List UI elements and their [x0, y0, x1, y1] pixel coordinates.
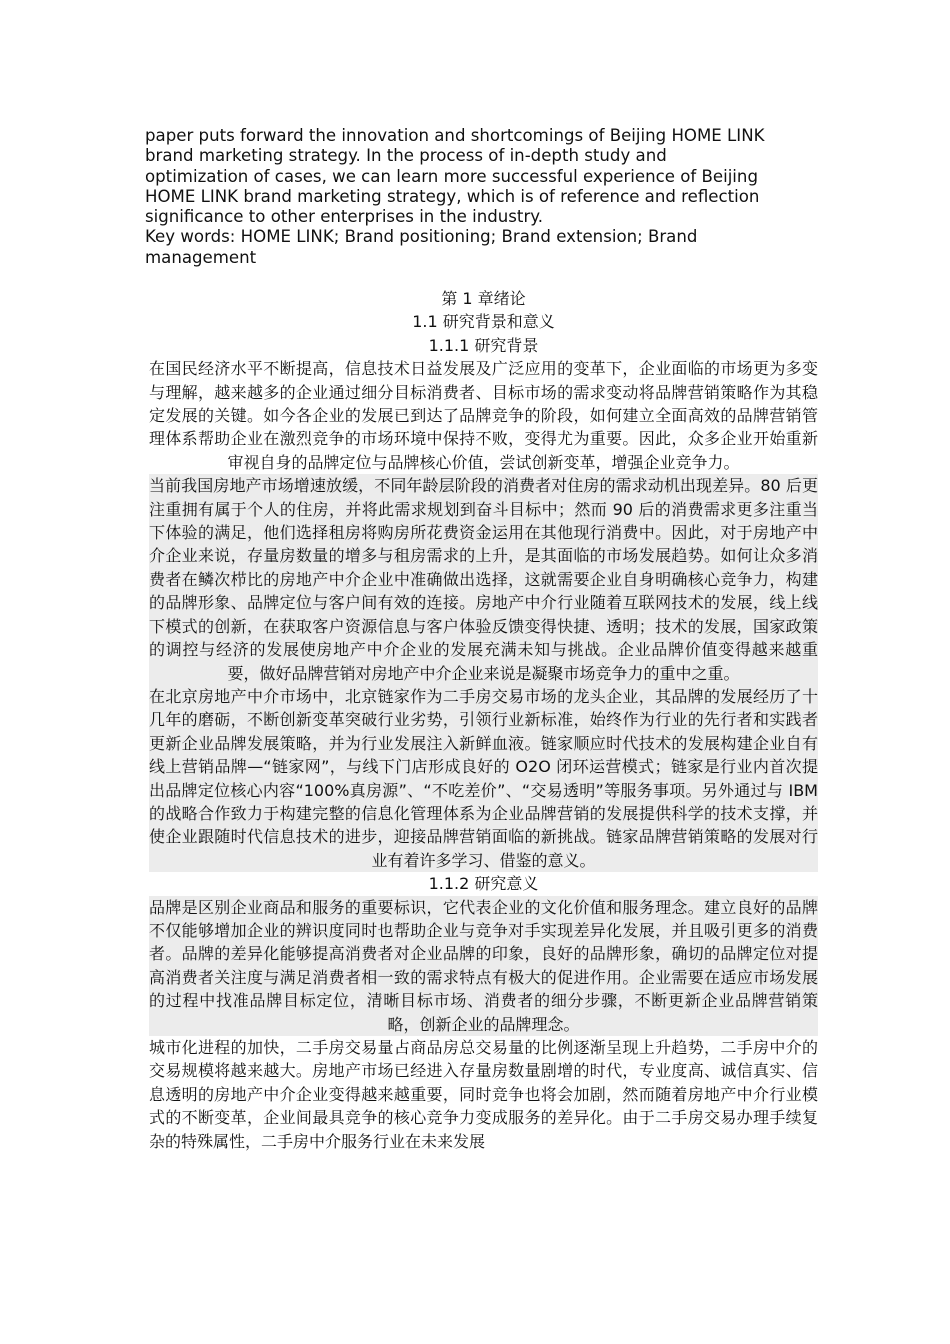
paragraph: 品牌是区别企业商品和服务的重要标识，它代表企业的文化价值和服务理念。建立良好的品牌不仅能够增加企业的辨识度同时也帮助企业与竞争对手实现差异化发展，并且吸引更多的消费者。品牌的差异化能够提高消费者对企业品牌的印象，良好的品牌形象，确切的品牌定位对提高消费者关注度与满足消费者相一致的需求特点有极大的促进作用。企业需要在适应市场发展的过程中找准品牌目标定位，清晰目标市场、消费者的细分步骤，不断更新企业品牌营销策略，创新企业的品牌理念。 [149, 896, 818, 1036]
chapter-title: 第 1 章绪论 [441, 289, 526, 308]
keywords: Key words: HOME LINK; Brand positioning; Brand extension; Brand management [145, 227, 698, 267]
paragraph: 当前我国房地产市场增速放缓，不同年龄层阶段的消费者对住房的需求动机出现差异。80 后更注重拥有属于个人的住房，并将此需求规划到奋斗目标中；然而 90 后的消费需求更多注重当下体验的满足，他们选择租房将购房所花费资金运用在其他现行消费中。因此，对于房地产中介企业来说，存量房数量的增多与租房需求的上升，是其面临的市场发展趋势。如何让众多消费者在鳞次栉比的房地产中介企业中准确做出选择，这就需要企业自身明确核心竞争力，构建的品牌形象、品牌定位与客户间有效的连接。房地产中介行业随着互联网技术的发展，线上线下模式的创新，在获取客户资源信息与客户体验反馈变得快捷、透明；技术的发展，国家政策的调控与经济的发展使房地产中介企业的发展充满未知与挑战。企业品牌价值变得越来越重要，做好品牌营销对房地产中介企业来说是凝聚市场竞争力的重中之重。 [149, 474, 818, 685]
paragraph: 在北京房地产中介市场中，北京链家作为二手房交易市场的龙头企业，其品牌的发展经历了十几年的磨砺，不断创新变革突破行业劣势，引领行业新标准，始终作为行业的先行者和实践者更新企业品牌发展策略，并为行业发展注入新鲜血液。链家顺应时代技术的发展构建企业自有线上营销品牌—“链家网”，与线下门店形成良好的 O2O 闭环运营模式；链家是行业内首次提出品牌定位核心内容“100%真房源”、“不吃差价”、“交易透明”等服务事项。另外通过与 IBM 的战略合作致力于构建完整的信息化管理体系为企业品牌营销的发展提供科学的技术支撑，并使企业跟随时代信息技术的进步，迎接品牌营销面临的新挑战。链家品牌营销策略的发展对行业有着许多学习、借鉴的意义。 [149, 685, 818, 872]
subsection-title-significance: 1.1.2 研究意义 [428, 874, 539, 894]
paragraph: 在国民经济水平不断提高，信息技术日益发展及广泛应用的变革下，企业面临的市场更为多变与理解，越来越多的企业通过细分目标消费者、目标市场的需求变动将品牌营销策略作为其稳定发展的关键。如今各企业的发展已到达了品牌竞争的阶段，如何建立全面高效的品牌营销管理体系帮助企业在激烈竞争的市场环境中保持不败，变得尤为重要。因此，众多企业开始重新审视自身的品牌定位与品牌核心价值，尝试创新变革，增强企业竞争力。 [149, 359, 818, 472]
chapter-1 [149, 287, 818, 1153]
section-title: 1.1 研究背景和意义 [412, 312, 555, 332]
paragraph: 城市化进程的加快，二手房交易量占商品房总交易量的比例逐渐呈现上升趋势，二手房中介的交易规模将越来越大。房地产市场已经进入存量房数量剧增的时代，专业度高、诚信真实、信息透明的房地产中介企业变得越来越重要，同时竞争也将会加剧，然而随着房地产中介行业模式的不断变革，企业间最具竞争的核心竞争力变成服务的差异化。由于二手房交易办理手续复杂的特殊属性，二手房中介服务行业在未来发展 [149, 1038, 818, 1151]
subsection-title-background: 1.1.1 研究背景 [428, 335, 539, 355]
english-abstract [145, 126, 825, 268]
abstract-body: paper puts forward the innovation and shortcomings of Beijing HOME LINK brand marketing strategy. In the process of in-depth study and optimization of cases, we can learn more successful experience of Beijing HOME LINK brand marketing strategy, which is of reference and reflection significance to other enterprises in the industry. [145, 126, 765, 227]
